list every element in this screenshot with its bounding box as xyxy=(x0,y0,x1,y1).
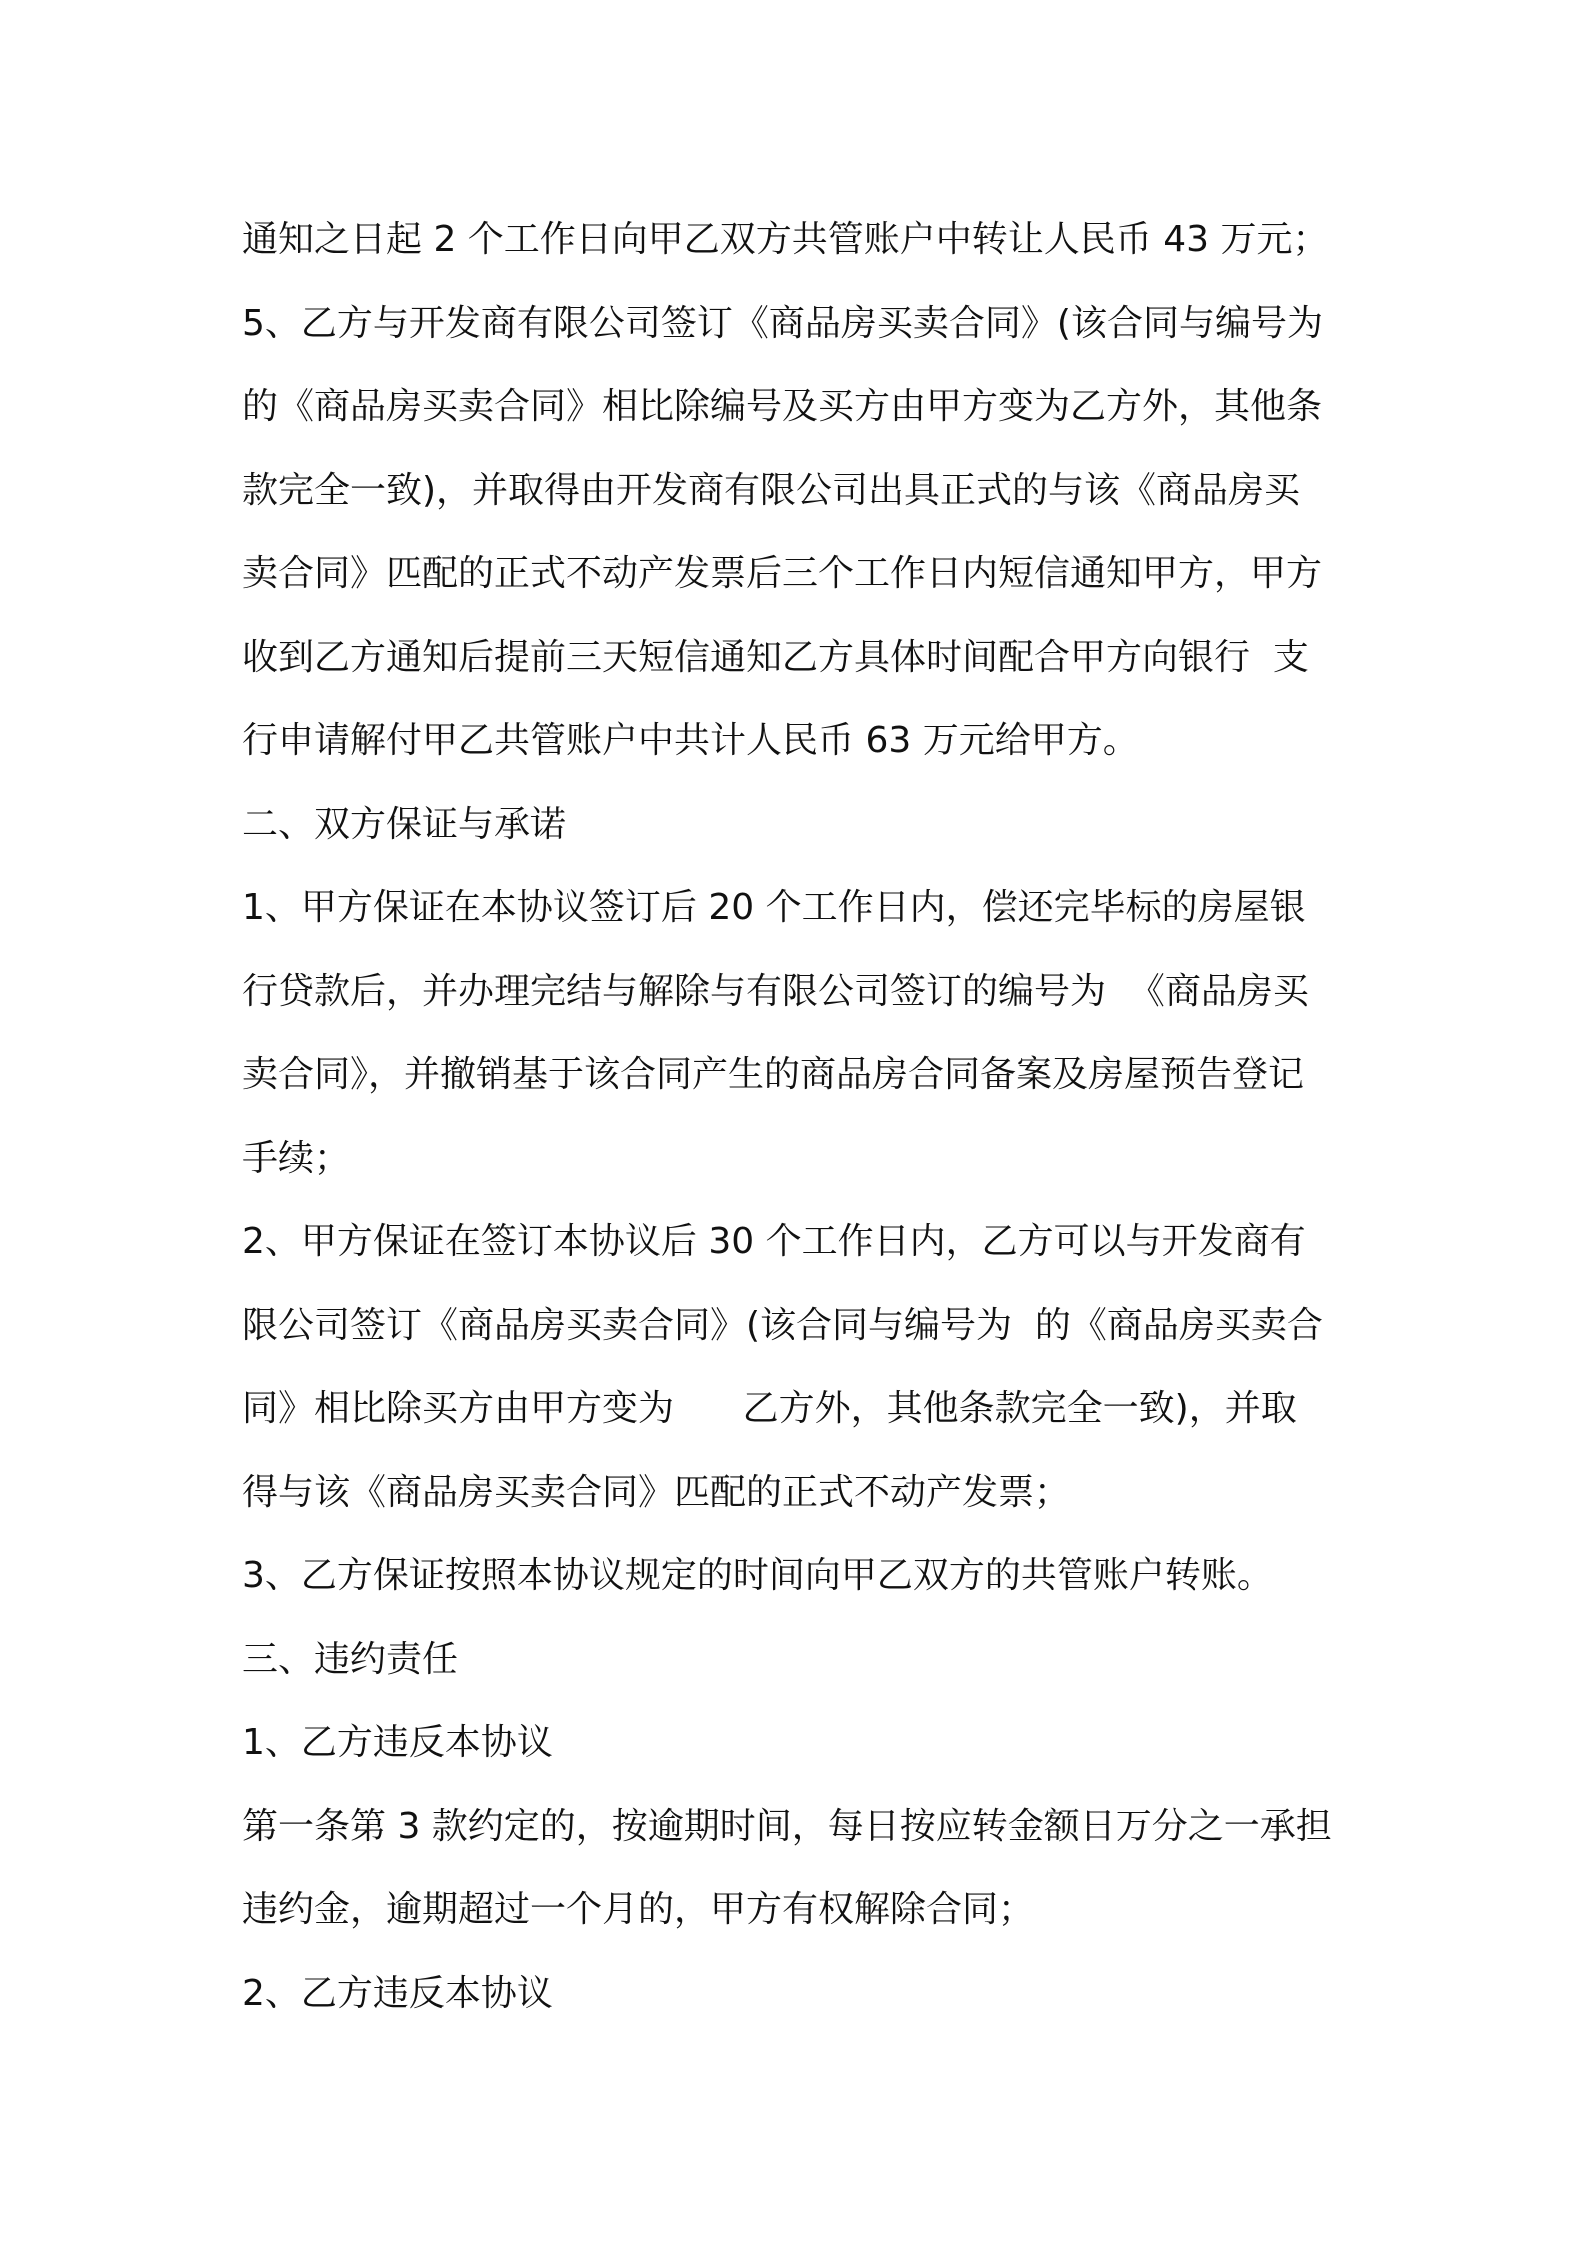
section-heading: 三、违约责任 xyxy=(242,1638,459,1680)
text-line: 行贷款后，并办理完结与解除与有限公司签订的编号为 《商品房买 xyxy=(242,970,1309,1012)
text-line: 卖合同》，并撤销基于该合同产生的商品房合同备案及房屋预告登记 xyxy=(242,1054,1305,1095)
text-line: 1、甲方保证在本协议签订后 20 个工作日内，偿还完毕标的房屋银 xyxy=(242,887,1306,928)
text-line: 卖合同》匹配的正式不动产发票后三个工作日内短信通知甲方，甲方 xyxy=(242,553,1323,594)
text-line: 2、乙方违反本协议 xyxy=(242,1972,553,2014)
text-line: 2、甲方保证在签订本协议后 30 个工作日内，乙方可以与开发商有 xyxy=(242,1221,1306,1262)
text-line: 违约金，逾期超过一个月的，甲方有权解除合同； xyxy=(242,1889,1035,1930)
text-line: 得与该《商品房买卖合同》匹配的正式不动产发票； xyxy=(242,1471,1071,1513)
text-line: 行申请解付甲乙共管账户中共计人民币 63 万元给甲方。 xyxy=(242,720,1139,761)
text-line: 收到乙方通知后提前三天短信通知乙方具体时间配合甲方向银行 支 xyxy=(242,636,1309,678)
text-line: 款完全一致)，并取得由开发商有限公司出具正式的与该《商品房买 xyxy=(242,469,1301,511)
text-line: 第一条第 3 款约定的，按逾期时间，每日按应转金额日万分之一承担 xyxy=(242,1805,1332,1847)
section-heading: 二、双方保证与承诺 xyxy=(242,803,567,845)
text-line: 限公司签订《商品房买卖合同》(该合同与编号为 的《商品房买卖合 xyxy=(242,1304,1323,1346)
text-line: 同》相比除买方由甲方变为 乙方外，其他条款完全一致)，并取 xyxy=(242,1388,1297,1429)
text-line: 5、乙方与开发商有限公司签订《商品房买卖合同》(该合同与编号为 xyxy=(242,302,1323,344)
document-body xyxy=(242,198,1362,2035)
text-line: 3、乙方保证按照本协议规定的时间向甲乙双方的共管账户转账。 xyxy=(242,1555,1273,1596)
text-line: 的《商品房买卖合同》相比除编号及买方由甲方变为乙方外，其他条 xyxy=(242,386,1323,427)
text-line: 通知之日起 2 个工作日向甲乙双方共管账户中转让人民币 43 万元； xyxy=(242,219,1329,260)
text-line: 1、乙方违反本协议 xyxy=(242,1722,553,1763)
text-line: 手续； xyxy=(242,1137,351,1179)
